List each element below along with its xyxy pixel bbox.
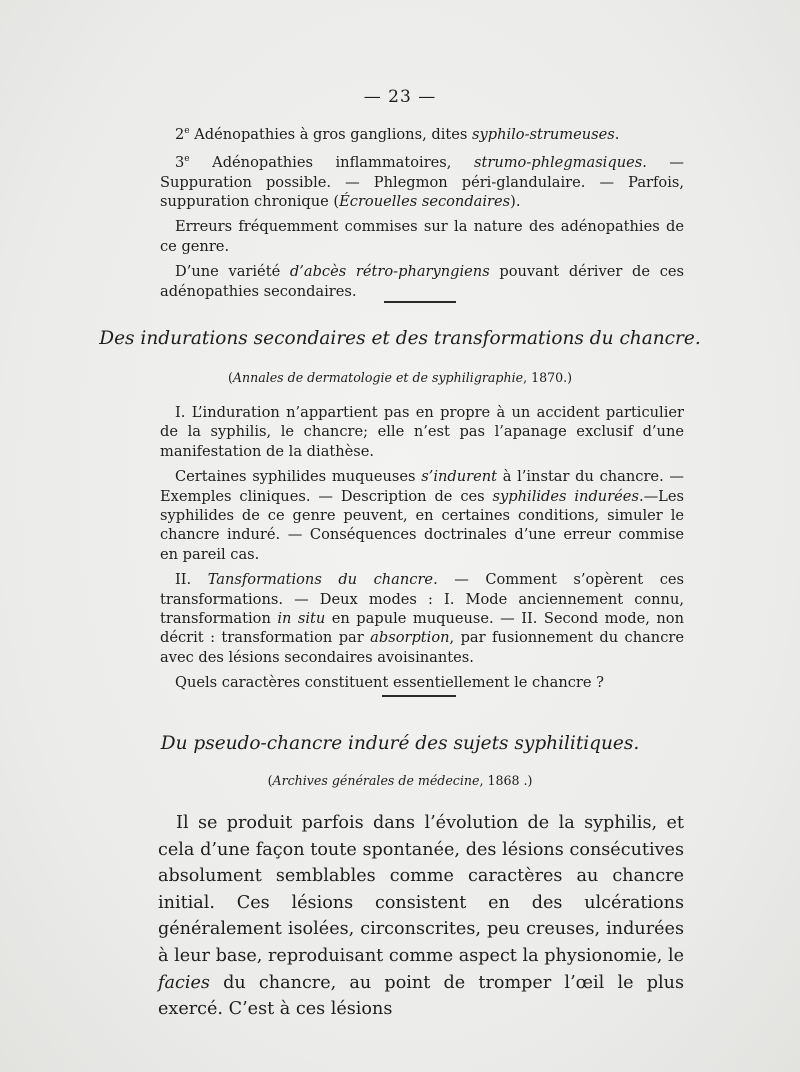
paragraph-italic: s’indurent (421, 468, 497, 486)
separator-rule (384, 301, 456, 303)
item-text: Adénopathies à gros ganglions, dites (189, 125, 472, 143)
separator-rule (382, 695, 456, 697)
paragraph-1: I. L’induration n’appartient pas en propre à un accident particulier de la syphilis, le chancre; elle n’est pas l’apanage exclusif d’une manifestation de la diathèse. (160, 404, 684, 460)
paragraph-text: pouvant dériver de ces adénopathies secondaires. (160, 263, 684, 300)
ordinal-suffix: e (184, 154, 190, 165)
section-heading-pseudo-chancre: Du pseudo-chancre induré des sujets syphilitiques. (160, 733, 640, 754)
citation-italic: Annales de dermatologie et de syphiligraphie (232, 370, 524, 385)
paragraph-text: . — Comment s’opèrent ces transformations. — Deux modes : I. Mode anciennement connu, transformation (160, 571, 685, 628)
section-pseudo-chancre-body (158, 810, 684, 1023)
item-number: 2 (175, 125, 185, 143)
paragraph-italic: d’abcès rétro-pharyngiens (289, 263, 490, 281)
citation-text: ( (227, 370, 233, 385)
paragraph-text: D’une variété (175, 263, 290, 281)
citation-text: ( (267, 773, 273, 788)
paragraph-2 (160, 467, 684, 564)
page-number: — 23 — (363, 87, 437, 107)
paragraph-italic: syphilides indurées (492, 487, 639, 505)
paragraph-text: .—Les syphilides de ce genre peuvent, en certaines conditions, simuler le chancre induré. — Conséquences doctrinales d’une erreur commise en pareil cas. (160, 487, 684, 563)
section-heading-indurations: Des indurations secondaires et des transformations du chancre. (99, 328, 701, 349)
paragraph-italic: Tansformations du chancre (207, 571, 434, 589)
ordinal-suffix: e (184, 126, 190, 136)
paragraph-text: du chancre, au point de tromper l’œil le plus exercé. C’est à ces lésions (158, 972, 684, 1020)
variety-paragraph (160, 262, 684, 301)
source-citation (0, 773, 800, 788)
item-italic: strumo-phlegmasiques (473, 154, 643, 172)
paragraph-text: Certaines syphilides muqueuses (175, 468, 422, 486)
citation-text: , 1870.) (523, 370, 573, 385)
paragraph-4: Quels caractères constituent essentiellement le chancre ? (175, 674, 604, 692)
item-number: 3 (175, 154, 185, 172)
citation-italic: Archives générales de médecine (272, 773, 480, 788)
paragraph-italic: absorption (370, 629, 450, 647)
paragraph-text: , par fusionnement du chancre avec des lésions secondaires avoisinantes. (160, 629, 684, 666)
item-end: ). (510, 192, 521, 210)
citation-text: , 1868 .) (479, 773, 533, 788)
paragraph-text: Il se produit parfois dans l’évolution de la syphilis, et cela d’une façon toute spontanée, des lésions consécutives absolument semblables comme caractères au chancre initial. Ces lésions consistent en des ulcérations généralement isolées, circonscrites, peu creuses, indurées à leur base, reproduisant comme aspect la physionomie, le (158, 813, 684, 966)
section-adenopathies (160, 122, 684, 307)
body-paragraph (158, 810, 684, 1023)
errors-paragraph: Erreurs fréquemment commises sur la nature des adénopathies de ce genre. (160, 218, 684, 255)
section-indurations-body (160, 403, 684, 699)
paragraph-3 (160, 570, 684, 667)
source-citation (0, 370, 800, 385)
paragraph-text: II. (175, 571, 208, 589)
item-text: . — Suppuration possible. — Phlegmon péri-glandulaire. — Parfois, suppuration chronique ( (160, 154, 684, 210)
item-end: . (614, 125, 620, 143)
paragraph-text: à l’instar du chancre. — Exemples cliniques. — Description de ces (160, 468, 684, 505)
item-2 (160, 122, 684, 144)
paragraph-italic: in situ (277, 610, 326, 628)
paragraph-italic: facies (158, 972, 210, 993)
item-text: Adénopathies inflammatoires, (189, 154, 474, 172)
paragraph-text: en papule muqueuse. — II. Second mode, non décrit : transformation par (160, 610, 684, 647)
item-italic: syphilo-strumeuses (472, 125, 615, 143)
item-italic: Écrouelles secondaires (339, 192, 511, 210)
item-3 (160, 150, 684, 211)
